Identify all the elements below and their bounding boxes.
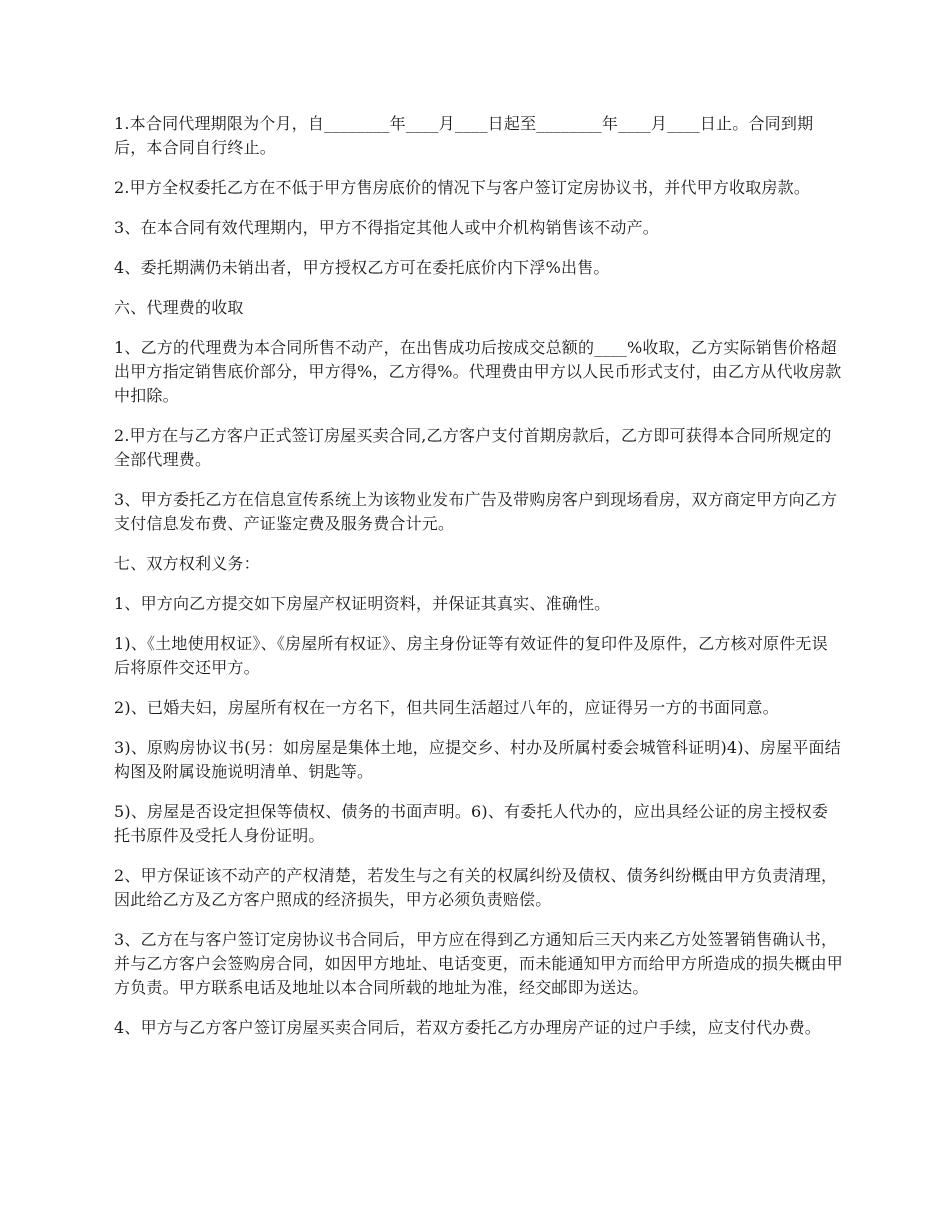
paragraph-transfer-fee: 4、甲方与乙方客户签订房屋买卖合同后，若双方委托乙方办理房产证的过户手续，应支付代办费。 (114, 1018, 821, 1037)
paragraph-ownership-documents: 1、甲方向乙方提交如下房屋产权证明资料，并保证其真实、准确性。 (114, 594, 611, 613)
paragraph-service-fees: 3、甲方委托乙方在信息宣传系统上为该物业发布广告及带购房客户到现场看房，双方商定甲方向乙方支付信息发布费、产证鉴定费及服务费合计元。 (114, 490, 838, 533)
paragraph-item-2: 2)、已婚夫妇，房屋所有权在一方名下，但共同生活超过八年的，应证得另一方的书面同意。 (114, 698, 779, 717)
paragraph-item-5-6: 5)、房屋是否设定担保等债权、债务的书面声明。6)、有委托人代办的，应出具经公证的房主授权委托书原件及受托人身份证明。 (114, 802, 829, 845)
paragraph-title-guarantee: 2、甲方保证该不动产的产权清楚，若发生与之有关的权属纠纷及债权、债务纠纷概由甲方负责清理，因此给乙方及乙方客户照成的经济损失，甲方必须负责赔偿。 (114, 866, 838, 909)
paragraph-item-3-4: 3)、原购房协议书(另：如房屋是集体土地，应提交乡、村办及所属村委会城管科证明)4)、房屋平面结构图及附属设施说明清单、钥匙等。 (114, 738, 841, 781)
paragraph-agency-fee-rate: 1、乙方的代理费为本合同所售不动产，在出售成功后按成交总额的____%收取，乙方实际销售价格超出甲方指定销售底价部分，甲方得%，乙方得%。代理费由甲方以人民币形式支付，由乙方从代收房款中扣除。 (114, 338, 842, 405)
paragraph-price-adjustment: 4、委托期满仍未销出者，甲方授权乙方可在委托底价内下浮%出售。 (114, 258, 610, 277)
paragraph-confirmation: 3、乙方在与客户签订定房协议书合同后，甲方应在得到乙方通知后三天内来乙方处签署销售确认书，并与乙方客户会签购房合同，如因甲方地址、电话变更，而未能通知甲方而给甲方所造成的损失概由甲方负责。甲方联系电话及地址以本合同所载的地址为准，经交邮即为送达。 (114, 930, 844, 997)
section-heading-agency-fee: 六、代理费的收取 (114, 298, 244, 317)
document-body (114, 112, 844, 1056)
paragraph-agency-fee-timing: 2.甲方在与乙方客户正式签订房屋买卖合同,乙方客户支付首期房款后，乙方即可获得本合同所规定的全部代理费。 (114, 426, 832, 469)
paragraph-item-1: 1)、《土地使用权证》、《房屋所有权证》、房主身份证等有效证件的复印件及原件，乙方核对原件无误后将原件交还甲方。 (114, 634, 828, 677)
paragraph-exclusivity: 3、在本合同有效代理期内，甲方不得指定其他人或中介机构销售该不动产。 (114, 218, 659, 237)
paragraph-authorization: 2.甲方全权委托乙方在不低于甲方售房底价的情况下与客户签订定房协议书，并代甲方收取房款。 (114, 178, 811, 197)
paragraph-term: 1.本合同代理期限为个月，自________年____月____日起至________年____月____日止。合同到期后，本合同自行终止。 (114, 114, 814, 157)
section-heading-rights-obligations: 七、双方权利义务： (114, 554, 260, 573)
